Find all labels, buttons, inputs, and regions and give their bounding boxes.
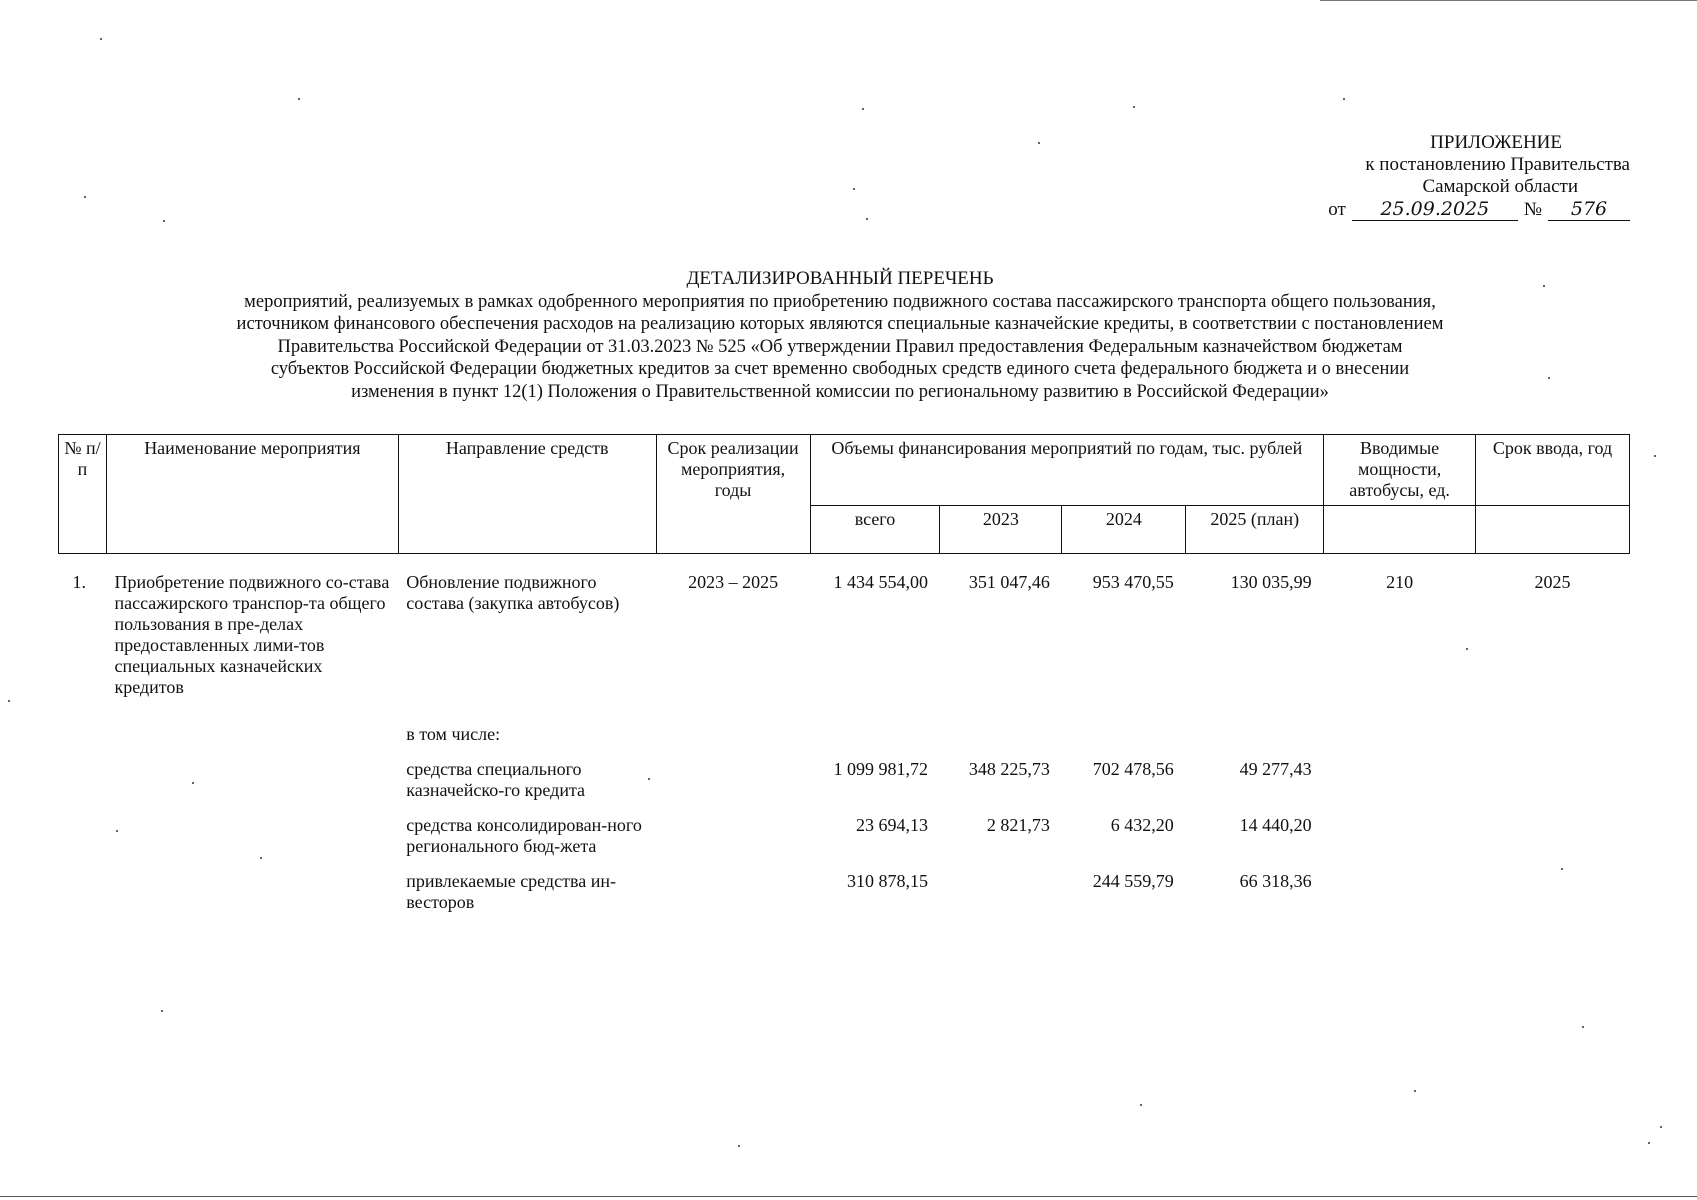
number-prefix: № xyxy=(1523,199,1542,220)
y2025-cell: 49 277,43 xyxy=(1239,759,1312,779)
scan-speck xyxy=(192,782,194,784)
scan-speck xyxy=(1660,1126,1662,1128)
title-line: изменения в пункт 12(1) Положения о Правительственной комиссии по региональному развитию в Российской Федерации» xyxy=(351,381,1329,402)
scan-speck xyxy=(298,98,300,100)
header-total: всего xyxy=(810,506,940,554)
scan-speck xyxy=(163,220,165,222)
title-line: источником финансового обеспечения расходов на реализацию которых являются специальные казначейские кредиты, в соответствии с постановлением xyxy=(236,314,1444,334)
scan-speck xyxy=(853,188,855,190)
scan-speck xyxy=(1648,1142,1650,1144)
scan-speck xyxy=(1654,455,1656,457)
y2024-cell: 244 559,79 xyxy=(1092,871,1174,891)
scan-speck xyxy=(8,700,10,702)
title-line: Правительства Российской Федерации от 31.03.2023 № 525 «Об утверждении Правил предоставления Федеральным казначейством бюджетам xyxy=(277,336,1403,357)
table-row xyxy=(59,745,1630,801)
scan-speck xyxy=(260,857,262,859)
capacity-cell: 210 xyxy=(1386,572,1414,592)
table-header-row xyxy=(59,435,1630,506)
direction-cell: Обновление подвижного состава (закупка автобусов) xyxy=(406,572,620,613)
y2025-cell: 14 440,20 xyxy=(1239,815,1312,835)
scan-speck xyxy=(1343,98,1345,100)
scan-speck xyxy=(1561,868,1563,870)
scan-speck xyxy=(84,196,86,198)
scan-speck xyxy=(648,778,650,780)
y2025-cell: 130 035,99 xyxy=(1230,572,1312,592)
header-direction: Направление средств xyxy=(398,435,656,554)
total-cell: 1 099 981,72 xyxy=(833,759,928,779)
y2024-cell: 702 478,56 xyxy=(1092,759,1174,779)
scan-speck xyxy=(1466,648,1468,650)
title-line: субъектов Российской Федерации бюджетных кредитов за счет временно свободных средств единого счета федерального бюджета и о внесении xyxy=(270,359,1410,379)
header-name: Наименование мероприятия xyxy=(106,435,398,554)
main-title: ДЕТАЛИЗИРОВАННЫЙ ПЕРЕЧЕНЬ xyxy=(686,268,994,289)
header-term: Срок реализации мероприятия, годы xyxy=(656,435,810,554)
y2023-cell: 351 047,46 xyxy=(968,572,1050,592)
header-capacity-empty xyxy=(1324,506,1476,554)
header-2025: 2025 (план) xyxy=(1186,506,1324,554)
header-capacity: Вводимые мощности, автобусы, ед. xyxy=(1324,435,1476,506)
direction-cell: средства специального казначейско-го кредита xyxy=(406,759,586,800)
scan-speck xyxy=(738,1145,740,1147)
y2023-cell xyxy=(940,857,1062,913)
scan-speck xyxy=(116,830,118,832)
including-label: в том числе: xyxy=(406,724,501,744)
scan-speck xyxy=(1543,285,1545,287)
direction-cell: средства консолидирован-ного регионального бюд-жета xyxy=(406,815,642,856)
appendix-line-2: Самарской области xyxy=(1422,176,1578,197)
y2023-cell: 2 821,73 xyxy=(986,815,1050,835)
scan-speck xyxy=(1582,1026,1584,1028)
table-row xyxy=(59,801,1630,857)
y2023-cell: 348 225,73 xyxy=(968,759,1050,779)
appendix-line-1: к постановлению Правительства xyxy=(1365,154,1630,175)
scan-speck xyxy=(1038,142,1040,144)
scan-edge-bottom xyxy=(0,1196,1697,1197)
scan-speck xyxy=(100,38,102,40)
appendix-block xyxy=(1300,132,1630,221)
header-commission-empty xyxy=(1476,506,1630,554)
title-line: мероприятий, реализуемых в рамках одобренного мероприятия по приобретению подвижного состава пассажирского транспорта общего пользования, xyxy=(244,291,1436,312)
header-volumes: Объемы финансирования мероприятий по годам, тыс. рублей xyxy=(810,435,1324,506)
measures-table xyxy=(58,434,1630,913)
date-prefix: от xyxy=(1328,199,1346,220)
row-num: 1. xyxy=(72,572,86,592)
table-row xyxy=(59,554,1630,699)
table-row xyxy=(59,857,1630,913)
y2024-cell: 953 470,55 xyxy=(1092,572,1174,592)
handwritten-date: 25.09.2025 xyxy=(1352,198,1518,221)
term-cell: 2023 – 2025 xyxy=(688,572,779,592)
direction-cell: привлекаемые средства ин-весторов xyxy=(406,871,616,912)
header-2024: 2024 xyxy=(1062,506,1186,554)
appendix-title: ПРИЛОЖЕНИЕ xyxy=(1430,132,1562,153)
total-cell: 23 694,13 xyxy=(855,815,928,835)
scan-speck xyxy=(1133,106,1135,108)
scan-speck xyxy=(862,108,864,110)
y2025-cell: 66 318,36 xyxy=(1239,871,1312,891)
scan-speck xyxy=(866,218,868,220)
header-commission: Срок ввода, год xyxy=(1476,435,1630,506)
table-row xyxy=(59,698,1630,745)
total-cell: 1 434 554,00 xyxy=(833,572,928,592)
document-title xyxy=(150,268,1530,403)
header-num: № п/п xyxy=(59,435,107,554)
measure-name: Приобретение подвижного со-ставa пассажирского транспор-та общего пользования в пре-делах предоставленных лими-тов специальных казначейских кредитов xyxy=(114,572,390,697)
scan-speck xyxy=(1140,1104,1142,1106)
scan-edge-top xyxy=(1320,0,1697,1)
header-2023: 2023 xyxy=(940,506,1062,554)
appendix-date-line xyxy=(1300,198,1630,221)
handwritten-number: 576 xyxy=(1548,198,1630,221)
total-cell: 310 878,15 xyxy=(846,871,928,891)
y2024-cell: 6 432,20 xyxy=(1110,815,1174,835)
scan-speck xyxy=(161,1010,163,1012)
commission-cell: 2025 xyxy=(1534,572,1571,592)
scan-speck xyxy=(1548,377,1550,379)
scan-speck xyxy=(1414,1090,1416,1092)
